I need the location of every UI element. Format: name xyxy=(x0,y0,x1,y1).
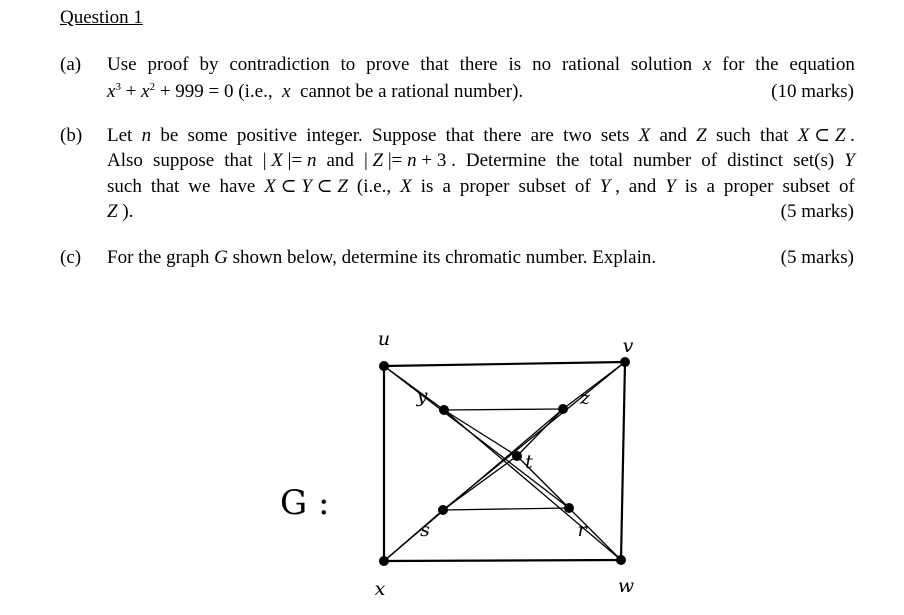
part-b-line4: Z ). xyxy=(107,201,134,222)
vertex-z xyxy=(558,404,568,414)
vertex-u xyxy=(379,361,389,371)
vertex-r xyxy=(564,503,574,513)
vertex-label-t: t xyxy=(525,451,533,473)
vertex-x xyxy=(379,556,389,566)
vertex-label-x: x xyxy=(374,578,386,600)
part-b-line2: Also suppose that | X |= n and | Z |= n + 3 . Determine the total number of distinct set(s) Y xyxy=(107,150,855,171)
edge-x-z xyxy=(384,409,563,561)
part-c-label: (c) xyxy=(60,247,82,268)
edge-w-x xyxy=(384,560,621,561)
vertex-label-s: s xyxy=(420,519,430,541)
vertex-label-r: r xyxy=(577,519,587,541)
edge-u-v xyxy=(384,362,625,366)
part-c-text: For the graph G shown below, determine its chromatic number. Explain. xyxy=(107,247,657,268)
part-a-marks: (10 marks) xyxy=(771,81,854,102)
vertex-y xyxy=(439,405,449,415)
edge-z-t xyxy=(517,409,563,456)
part-c-marks: (5 marks) xyxy=(780,247,854,268)
vertex-label-z: z xyxy=(579,387,591,409)
part-a-equation: $x^3 + x^2 + 999 = 0$ (i.e., x cannot be a rational number). xyxy=(107,81,524,102)
vertex-t xyxy=(512,451,522,461)
edge-v-w xyxy=(621,362,625,560)
vertex-label-y: y xyxy=(416,385,428,407)
edge-y-z xyxy=(444,409,563,410)
vertex-label-v: v xyxy=(622,335,634,357)
part-b-marks: (5 marks) xyxy=(780,201,854,222)
edge-s-r xyxy=(443,508,569,510)
part-a-label: (a) xyxy=(60,54,82,75)
part-b-line3: such that we have X ⊂ Y ⊂ Z (i.e., X is a proper subset of Y , and Y is a proper subset of xyxy=(107,176,855,197)
graph-name-label: G : xyxy=(280,483,330,523)
edge-y-t xyxy=(444,410,517,456)
edge-t-s xyxy=(443,456,517,510)
part-b-label: (b) xyxy=(60,125,83,146)
part-a-line1: Use proof by contradiction to prove that there is no rational solution x for the equation xyxy=(107,54,855,75)
part-b-line1: Let n be some positive integer. Suppose that there are two sets X and Z such that X ⊂ Z . xyxy=(107,125,855,146)
vertex-s xyxy=(438,505,448,515)
vertex-label-u: u xyxy=(377,328,391,350)
edge-w-y xyxy=(444,410,621,560)
edge-v-z xyxy=(563,362,625,409)
vertex-label-w: w xyxy=(617,575,635,597)
vertex-w xyxy=(616,555,626,565)
vertex-v xyxy=(620,357,630,367)
question-title: Question 1 xyxy=(60,7,143,28)
